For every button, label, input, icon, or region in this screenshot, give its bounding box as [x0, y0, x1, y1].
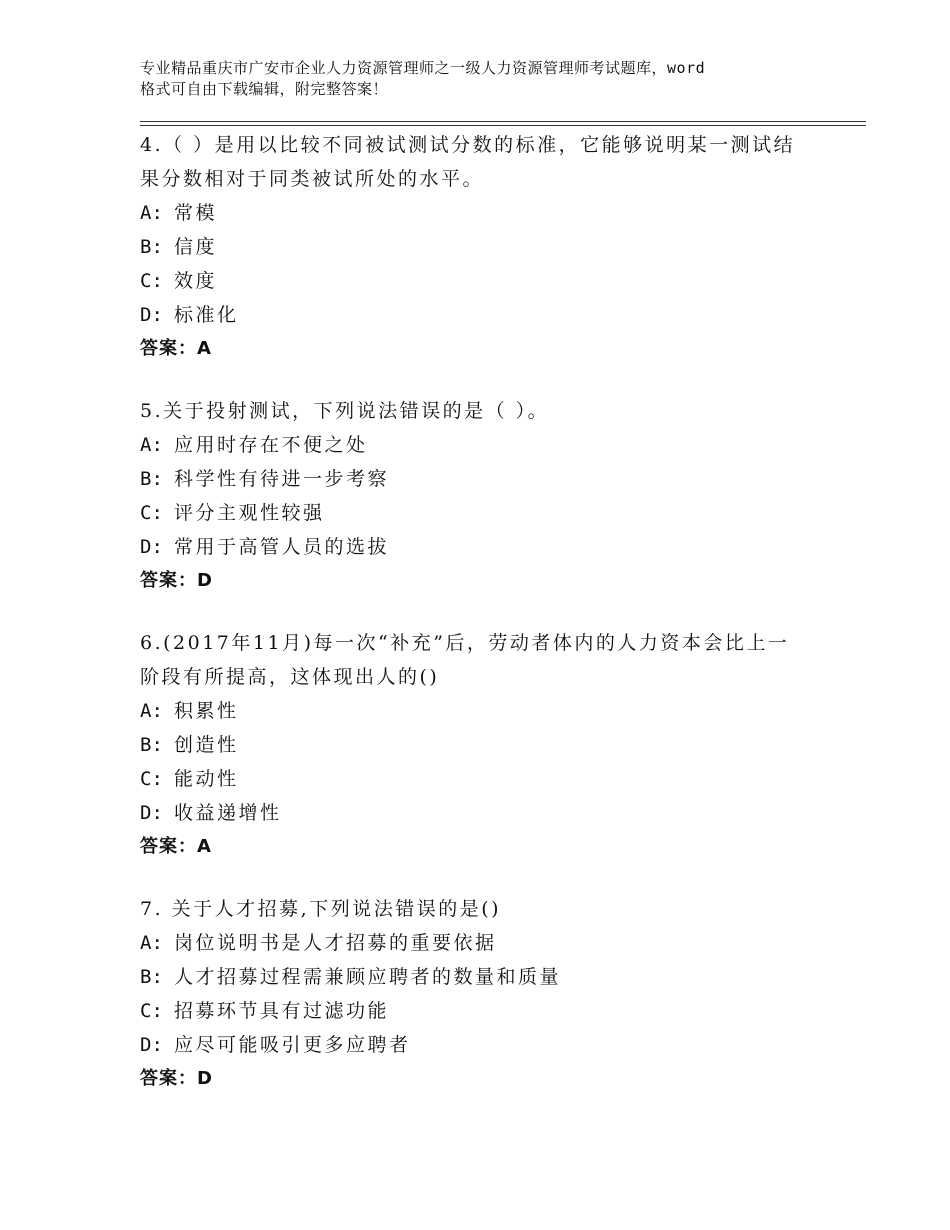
- option-letter: A:: [140, 932, 163, 954]
- question-4: [140, 128, 840, 366]
- option-letter: B:: [140, 468, 163, 490]
- option-c: [140, 994, 840, 1028]
- option-d: [140, 796, 840, 830]
- option-text: 人才招募过程需兼顾应聘者的数量和质量: [174, 966, 562, 988]
- question-6: [140, 626, 840, 864]
- option-text: 标准化: [174, 304, 239, 326]
- option-b: [140, 462, 840, 496]
- option-c: [140, 496, 840, 530]
- option-text: 应尽可能吸引更多应聘者: [174, 1034, 411, 1056]
- option-text: 能动性: [174, 768, 239, 790]
- option-letter: C:: [140, 270, 163, 292]
- question-stem: 5.关于投射测试，下列说法错误的是（ ）。: [140, 400, 550, 422]
- document-header: [140, 58, 840, 100]
- option-d: [140, 530, 840, 564]
- answer-label: 答案：A: [140, 338, 212, 359]
- option-text: 应用时存在不便之处: [174, 434, 368, 456]
- question-stem-continued: 阶段有所提高，这体现出人的(): [140, 666, 440, 688]
- question-stem: 4.（ ）是用以比较不同被试测试分数的标准，它能够说明某一测试结: [140, 134, 796, 156]
- option-letter: C:: [140, 1000, 163, 1022]
- option-a: [140, 694, 840, 728]
- option-text: 岗位说明书是人才招募的重要依据: [174, 932, 497, 954]
- option-letter: C:: [140, 502, 163, 524]
- answer-label: 答案：D: [140, 1068, 213, 1089]
- option-b: [140, 230, 840, 264]
- option-b: [140, 960, 840, 994]
- header-divider: [140, 121, 866, 126]
- option-text: 信度: [174, 236, 218, 258]
- option-text: 积累性: [174, 700, 239, 722]
- option-letter: D:: [140, 802, 163, 824]
- question-list: [140, 128, 840, 1124]
- option-a: [140, 428, 840, 462]
- option-letter: A:: [140, 202, 163, 224]
- question-5: [140, 394, 840, 598]
- option-text: 评分主观性较强: [174, 502, 325, 524]
- option-letter: A:: [140, 434, 163, 456]
- option-letter: D:: [140, 304, 163, 326]
- option-text: 效度: [174, 270, 218, 292]
- option-text: 收益递增性: [174, 802, 282, 824]
- option-text: 科学性有待进一步考察: [174, 468, 390, 490]
- option-letter: A:: [140, 700, 163, 722]
- option-d: [140, 298, 840, 332]
- option-text: 创造性: [174, 734, 239, 756]
- question-stem: 6.(2017年11月)每一次“补充”后，劳动者体内的人力资本会比上一: [140, 632, 790, 654]
- option-b: [140, 728, 840, 762]
- option-text: 常模: [174, 202, 218, 224]
- option-a: [140, 926, 840, 960]
- option-d: [140, 1028, 840, 1062]
- question-7: [140, 892, 840, 1096]
- option-c: [140, 264, 840, 298]
- header-line-1: 专业精品重庆市广安市企业人力资源管理师之一级人力资源管理师考试题库，word: [140, 59, 706, 77]
- header-line-2: 格式可自由下载编辑，附完整答案！: [140, 80, 389, 98]
- option-letter: D:: [140, 536, 163, 558]
- option-letter: B:: [140, 734, 163, 756]
- option-letter: D:: [140, 1034, 163, 1056]
- question-stem-continued: 果分数相对于同类被试所处的水平。: [140, 168, 485, 190]
- question-stem: 7. 关于人才招募,下列说法错误的是(): [140, 898, 502, 920]
- answer-label: 答案：A: [140, 836, 212, 857]
- option-text: 招募环节具有过滤功能: [174, 1000, 390, 1022]
- answer-label: 答案：D: [140, 570, 213, 591]
- option-letter: B:: [140, 236, 163, 258]
- option-c: [140, 762, 840, 796]
- option-letter: C:: [140, 768, 163, 790]
- option-a: [140, 196, 840, 230]
- option-letter: B:: [140, 966, 163, 988]
- option-text: 常用于高管人员的选拔: [174, 536, 390, 558]
